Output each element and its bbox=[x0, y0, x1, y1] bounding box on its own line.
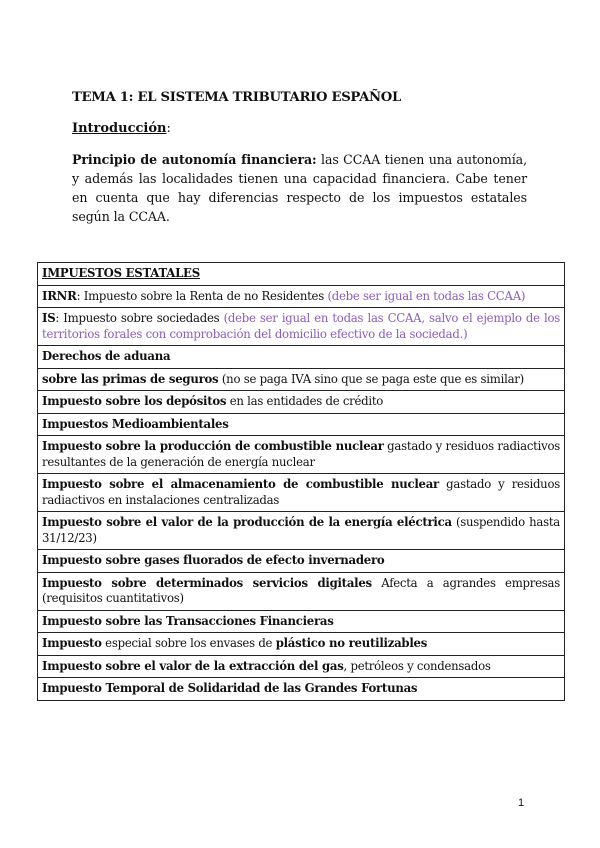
principle-text: las CCAA tienen una autonomía, y además las localidades tienen una capacidad financiera. Cabe tener en cuenta que hay diferencias respecto de los impuestos estatales según la CCAA. bbox=[72, 152, 527, 224]
table-row bbox=[38, 512, 565, 550]
row-note: (debe ser igual en todas las CCAA, salvo el ejemplo de los territorios forales con comprobación del domicilio efectivo de la sociedad.) bbox=[42, 311, 560, 341]
row-text: Afecta a agrandes empresas (requisitos cuantitativos) bbox=[42, 575, 560, 605]
table-header-row bbox=[38, 263, 565, 286]
row-text: especial sobre los envases de bbox=[101, 636, 276, 650]
row-label: IS bbox=[42, 311, 56, 325]
row-text: gastado y residuos radiactivos en instalaciones centralizadas bbox=[42, 477, 560, 507]
row-text: (no se paga IVA sino que se paga este que es similar) bbox=[218, 371, 524, 386]
state-taxes-table bbox=[37, 262, 565, 701]
table-row bbox=[38, 678, 565, 701]
row-label: sobre las primas de seguros bbox=[42, 371, 219, 386]
row-label-2: plástico no reutilizables bbox=[275, 636, 428, 650]
principle-paragraph bbox=[72, 150, 527, 226]
intro-suffix: : bbox=[166, 121, 171, 136]
table-row bbox=[38, 610, 565, 633]
row-label: Impuesto bbox=[42, 636, 102, 650]
row-label: Impuesto sobre gases fluorados de efecto invernadero bbox=[42, 553, 385, 567]
row-label: IRNR bbox=[42, 288, 77, 303]
table-row bbox=[38, 550, 565, 573]
row-label: Derechos de aduana bbox=[42, 349, 171, 363]
row-note: (debe ser igual en todas las CCAA) bbox=[327, 288, 526, 303]
row-label: Impuesto sobre las Transacciones Financieras bbox=[42, 613, 334, 628]
intro-heading bbox=[72, 121, 171, 136]
row-label: Impuestos Medioambientales bbox=[42, 416, 229, 431]
table-row bbox=[38, 436, 565, 474]
row-text: : Impuesto sobre sociedades bbox=[55, 311, 224, 325]
intro-label: Introducción bbox=[72, 121, 167, 136]
table-row bbox=[38, 391, 565, 414]
row-text: , petróleos y condensados bbox=[343, 658, 491, 673]
row-label: Impuesto sobre el valor de la producción de la energía eléctrica bbox=[42, 515, 452, 529]
row-text: : Impuesto sobre la Renta de no Residentes bbox=[76, 288, 328, 303]
principle-label: Principio de autonomía financiera: bbox=[72, 152, 317, 167]
table-row bbox=[38, 285, 565, 308]
row-label: Impuesto sobre el valor de la extracción del gas bbox=[42, 658, 344, 673]
table-row bbox=[38, 633, 565, 656]
row-label: Impuesto sobre los depósitos bbox=[42, 394, 227, 408]
row-label: Impuesto Temporal de Solidaridad de las Grandes Fortunas bbox=[42, 681, 418, 695]
table-row bbox=[38, 655, 565, 678]
row-label: Impuesto sobre el almacenamiento de combustible nuclear bbox=[42, 477, 439, 491]
table-row bbox=[38, 308, 565, 346]
row-text: gastado y residuos radiactivos resultantes de la generación de energía nuclear bbox=[42, 439, 560, 469]
page-title: TEMA 1: EL SISTEMA TRIBUTARIO ESPAÑOL bbox=[72, 90, 401, 105]
table-row bbox=[38, 346, 565, 369]
table-row bbox=[38, 474, 565, 512]
row-label: Impuesto sobre determinados servicios digitales bbox=[42, 575, 372, 590]
page-number: 1 bbox=[518, 797, 525, 809]
row-text: en las entidades de crédito bbox=[226, 394, 384, 408]
table-row bbox=[38, 413, 565, 436]
table-row bbox=[38, 368, 565, 391]
row-label: Impuesto sobre la producción de combustible nuclear bbox=[42, 439, 384, 453]
row-text: (suspendido hasta 31/12/23) bbox=[42, 515, 560, 545]
table-row bbox=[38, 572, 565, 610]
table-header: IMPUESTOS ESTATALES bbox=[38, 263, 565, 286]
